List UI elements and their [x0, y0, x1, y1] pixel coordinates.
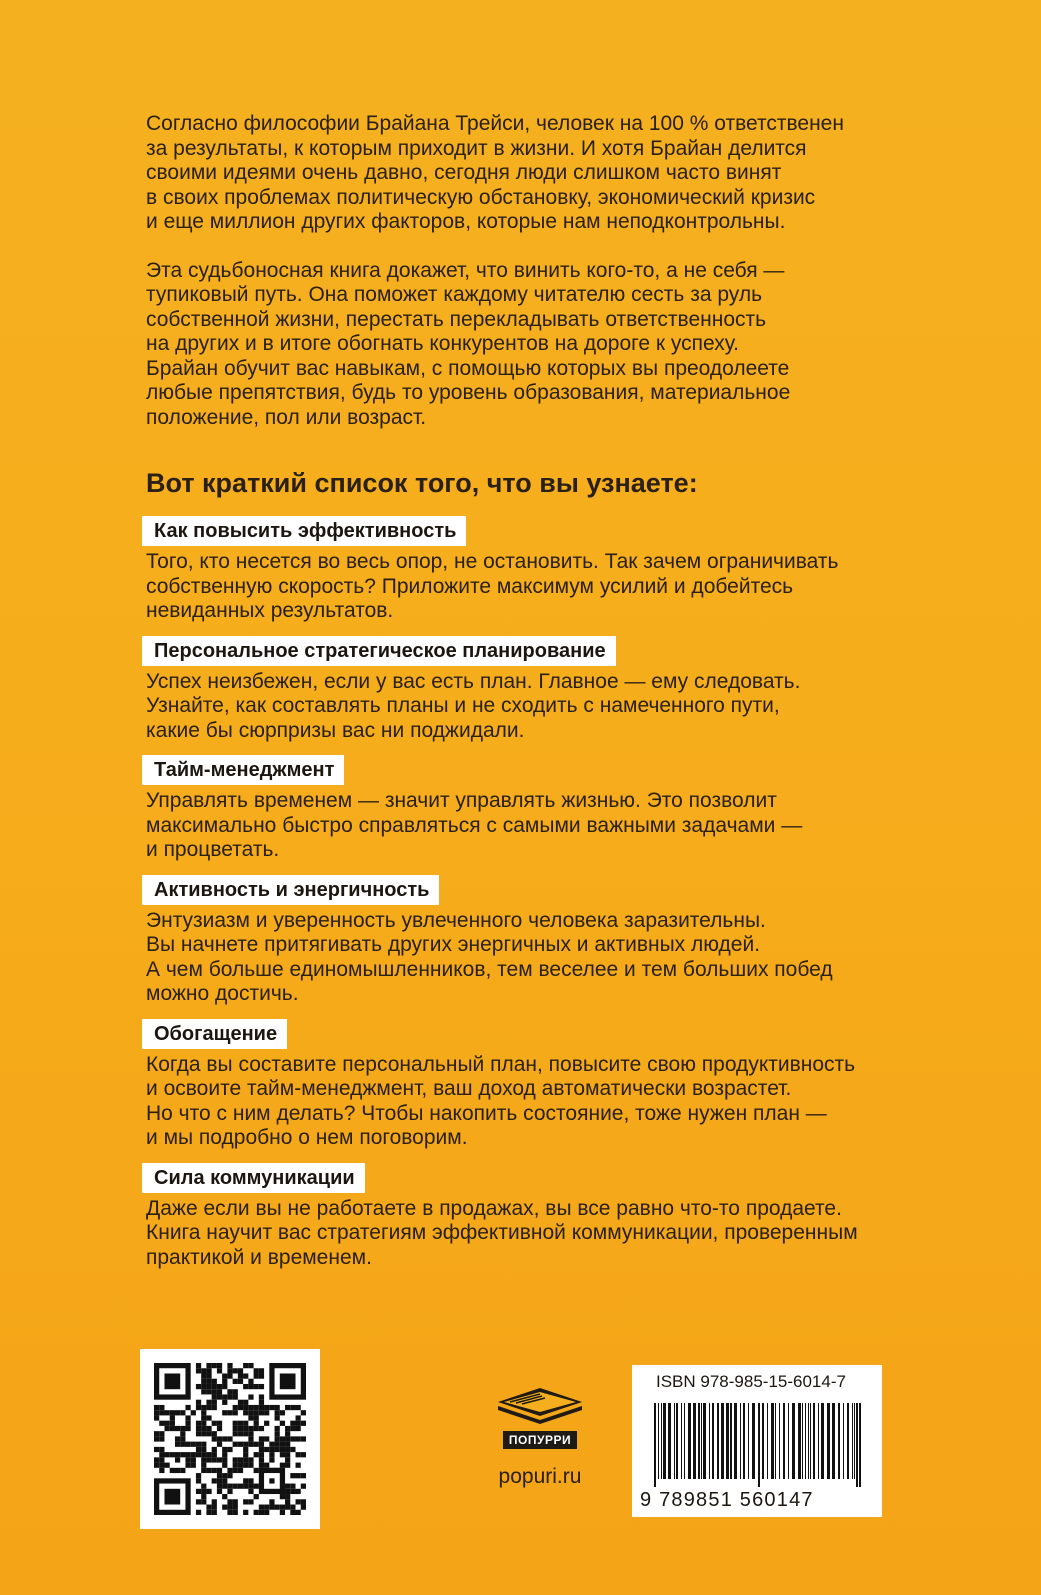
barcode-bar [832, 1403, 835, 1479]
barcode-bar [752, 1403, 755, 1479]
barcode-bar [813, 1403, 815, 1479]
barcode-bar [668, 1403, 671, 1479]
text-line: Брайан обучит вас навыкам, с помощью которых вы преодолеете [146, 356, 790, 380]
text-line: Энтузиазм и уверенность увлеченного человека заразительны. [146, 908, 766, 932]
isbn-label: ISBN 978-985-15-6014-7 [656, 1372, 846, 1391]
text-line: Вы начнете притягивать других энергичных и активных людей. [146, 933, 761, 956]
text-line: Даже если вы не работаете в продажах, вы все равно что-то продаете. [146, 1196, 842, 1220]
publisher-site: popuri.ru [498, 1465, 582, 1488]
barcode-bar [852, 1403, 853, 1479]
barcode-bar [758, 1403, 760, 1487]
barcode-bar [810, 1403, 811, 1479]
topic-title-badge: Активность и энергичность [142, 875, 439, 905]
barcode-bar [748, 1403, 749, 1479]
text-line: любые препятствия, будь то уровень образования, материальное [146, 381, 791, 404]
barcode-bar [762, 1403, 764, 1479]
text-line: А чем больше единомышленников, тем веселее и тем больших побед [146, 957, 833, 981]
topic-title-badge: Обогащение [142, 1019, 287, 1049]
barcode-bar [859, 1403, 861, 1487]
text-line: положение, пол или возраст. [146, 405, 427, 429]
intro-paragraph-2 [146, 259, 906, 431]
barcode-bar [734, 1403, 737, 1479]
topic-description [146, 1197, 906, 1271]
topic-title-badge: Тайм-менеджмент [142, 755, 344, 785]
barcode-bar [771, 1403, 774, 1479]
text-line: какие бы сюрпризы вас ни поджидали. [146, 718, 525, 742]
text-line: невиданных результатов. [146, 599, 394, 622]
barcode-bar [703, 1403, 706, 1479]
text-line: тупиковый путь. Она поможет каждому читателю сесть за руль [146, 283, 763, 306]
isbn-barcode-box [632, 1365, 882, 1517]
topic-title-badge: Персональное стратегическое планирование [142, 636, 616, 666]
barcode-bar [788, 1403, 789, 1479]
text-line: Но что с ним делать? Чтобы накопить состояние, тоже нужен план — [146, 1101, 827, 1125]
text-line: Успех неизбежен, если у вас есть план. Главное — ему следовать. [146, 669, 801, 693]
barcode-bar [779, 1403, 780, 1479]
list-heading: Вот краткий список того, что вы узнаете: [146, 468, 698, 498]
text-line: Когда вы составите персональный план, повысите свою продуктивность [146, 1052, 856, 1076]
barcode-bar [658, 1403, 659, 1479]
text-line: собственную скорость? Приложите максимум усилий и добейтесь [146, 574, 794, 598]
topic-description [146, 1053, 906, 1151]
barcode-bar [827, 1403, 830, 1479]
topic-description [146, 789, 906, 863]
barcode-bar [684, 1403, 685, 1479]
publisher-logo [480, 1384, 600, 1489]
barcode-bar [805, 1403, 806, 1479]
topic-section [146, 516, 906, 624]
publisher-name: ПОПУРРИ [503, 1431, 577, 1449]
barcode-bar [818, 1403, 819, 1479]
barcode-bar [674, 1403, 675, 1479]
barcode-bar [693, 1403, 696, 1479]
text-line: Книга научит вас стратегиям эффективной коммуникации, проверенным [146, 1221, 858, 1244]
text-line: и мы подробно о нем поговорим. [146, 1126, 468, 1149]
text-line: Того, кто несется во весь опор, не остановить. Так зачем ограничивать [146, 550, 839, 573]
qr-code-icon [140, 1349, 320, 1529]
barcode-bar [709, 1403, 710, 1479]
text-line: можно достичь. [146, 982, 299, 1005]
topic-section [146, 1163, 906, 1271]
barcode-bar [681, 1403, 682, 1479]
barcode-bar [856, 1403, 858, 1487]
barcode-bar [808, 1403, 809, 1479]
intro-paragraph-1 [146, 112, 906, 235]
topic-description [146, 670, 906, 744]
barcode-bar [661, 1403, 662, 1479]
barcode-bar [654, 1403, 656, 1487]
text-line: Эта судьбоносная книга докажет, что винить кого-то, а не себя — [146, 258, 785, 282]
barcode-bar [798, 1403, 801, 1479]
text-line: собственной жизни, перестать перекладывать ответственность [146, 307, 767, 331]
barcode-bar [767, 1403, 768, 1479]
text-line: и освоите тайм-менеджмент, ваш доход автоматически возрастет. [146, 1077, 792, 1100]
text-line: за результаты, к которым приходит в жизни. И хотя Брайан делится [146, 136, 807, 160]
barcode-bar [721, 1403, 724, 1479]
barcode-bar [783, 1403, 785, 1479]
barcode-bar [743, 1403, 745, 1479]
barcode-bar [843, 1403, 844, 1479]
barcode-bar [698, 1403, 700, 1479]
topic-title-badge: Как повысить эффективность [142, 516, 466, 546]
topic-section [146, 636, 906, 744]
text-line: и еще миллион других факторов, которые нам неподконтрольны. [146, 210, 786, 233]
barcode-icon [654, 1403, 862, 1487]
topic-section [146, 755, 906, 863]
barcode-bar [740, 1403, 741, 1479]
topics-list [146, 516, 906, 1270]
text-line: своими идеями очень давно, сегодня люди слишком часто винят [146, 161, 782, 184]
barcode-bar [726, 1403, 729, 1479]
topic-title-badge: Сила коммуникации [142, 1163, 365, 1193]
barcode-bar [717, 1403, 719, 1479]
text-line: практикой и временем. [146, 1245, 372, 1269]
text-line: Узнайте, как составлять планы и не сходить с намеченного пути, [146, 694, 780, 717]
barcode-bar [663, 1403, 666, 1479]
barcode-bar [821, 1403, 824, 1479]
barcode-bar [802, 1403, 803, 1479]
text-line: Управлять временем — значит управлять жизнью. Это позволит [146, 789, 777, 812]
barcode-bar [838, 1403, 840, 1479]
topic-section [146, 1019, 906, 1151]
topic-section [146, 875, 906, 1007]
text-line: на других и в итоге обогнать конкурентов на дороге к успеху. [146, 332, 739, 355]
barcode-bar [775, 1403, 776, 1479]
barcode-bar [712, 1403, 714, 1479]
text-line: максимально быстро справляться с самыми важными задачами — [146, 813, 803, 837]
barcode-bar [701, 1403, 702, 1479]
topic-description [146, 909, 906, 1007]
cover-text [146, 112, 906, 1270]
barcode-bar [688, 1403, 691, 1479]
text-line: Согласно философии Брайана Трейси, человек на 100 % ответственен [146, 112, 844, 135]
book-stack-logo-icon [490, 1384, 590, 1426]
barcode-bar [847, 1403, 849, 1479]
text-line: и процветать. [146, 838, 280, 861]
barcode-digits: 9 789851 560147 [640, 1489, 814, 1511]
barcode-bar [676, 1403, 678, 1479]
barcode-bar [792, 1403, 795, 1479]
topic-description [146, 550, 906, 624]
barcode-bar [854, 1403, 855, 1479]
text-line: в своих проблемах политическую обстановку, экономический кризис [146, 185, 816, 209]
barcode-bar [730, 1403, 732, 1479]
